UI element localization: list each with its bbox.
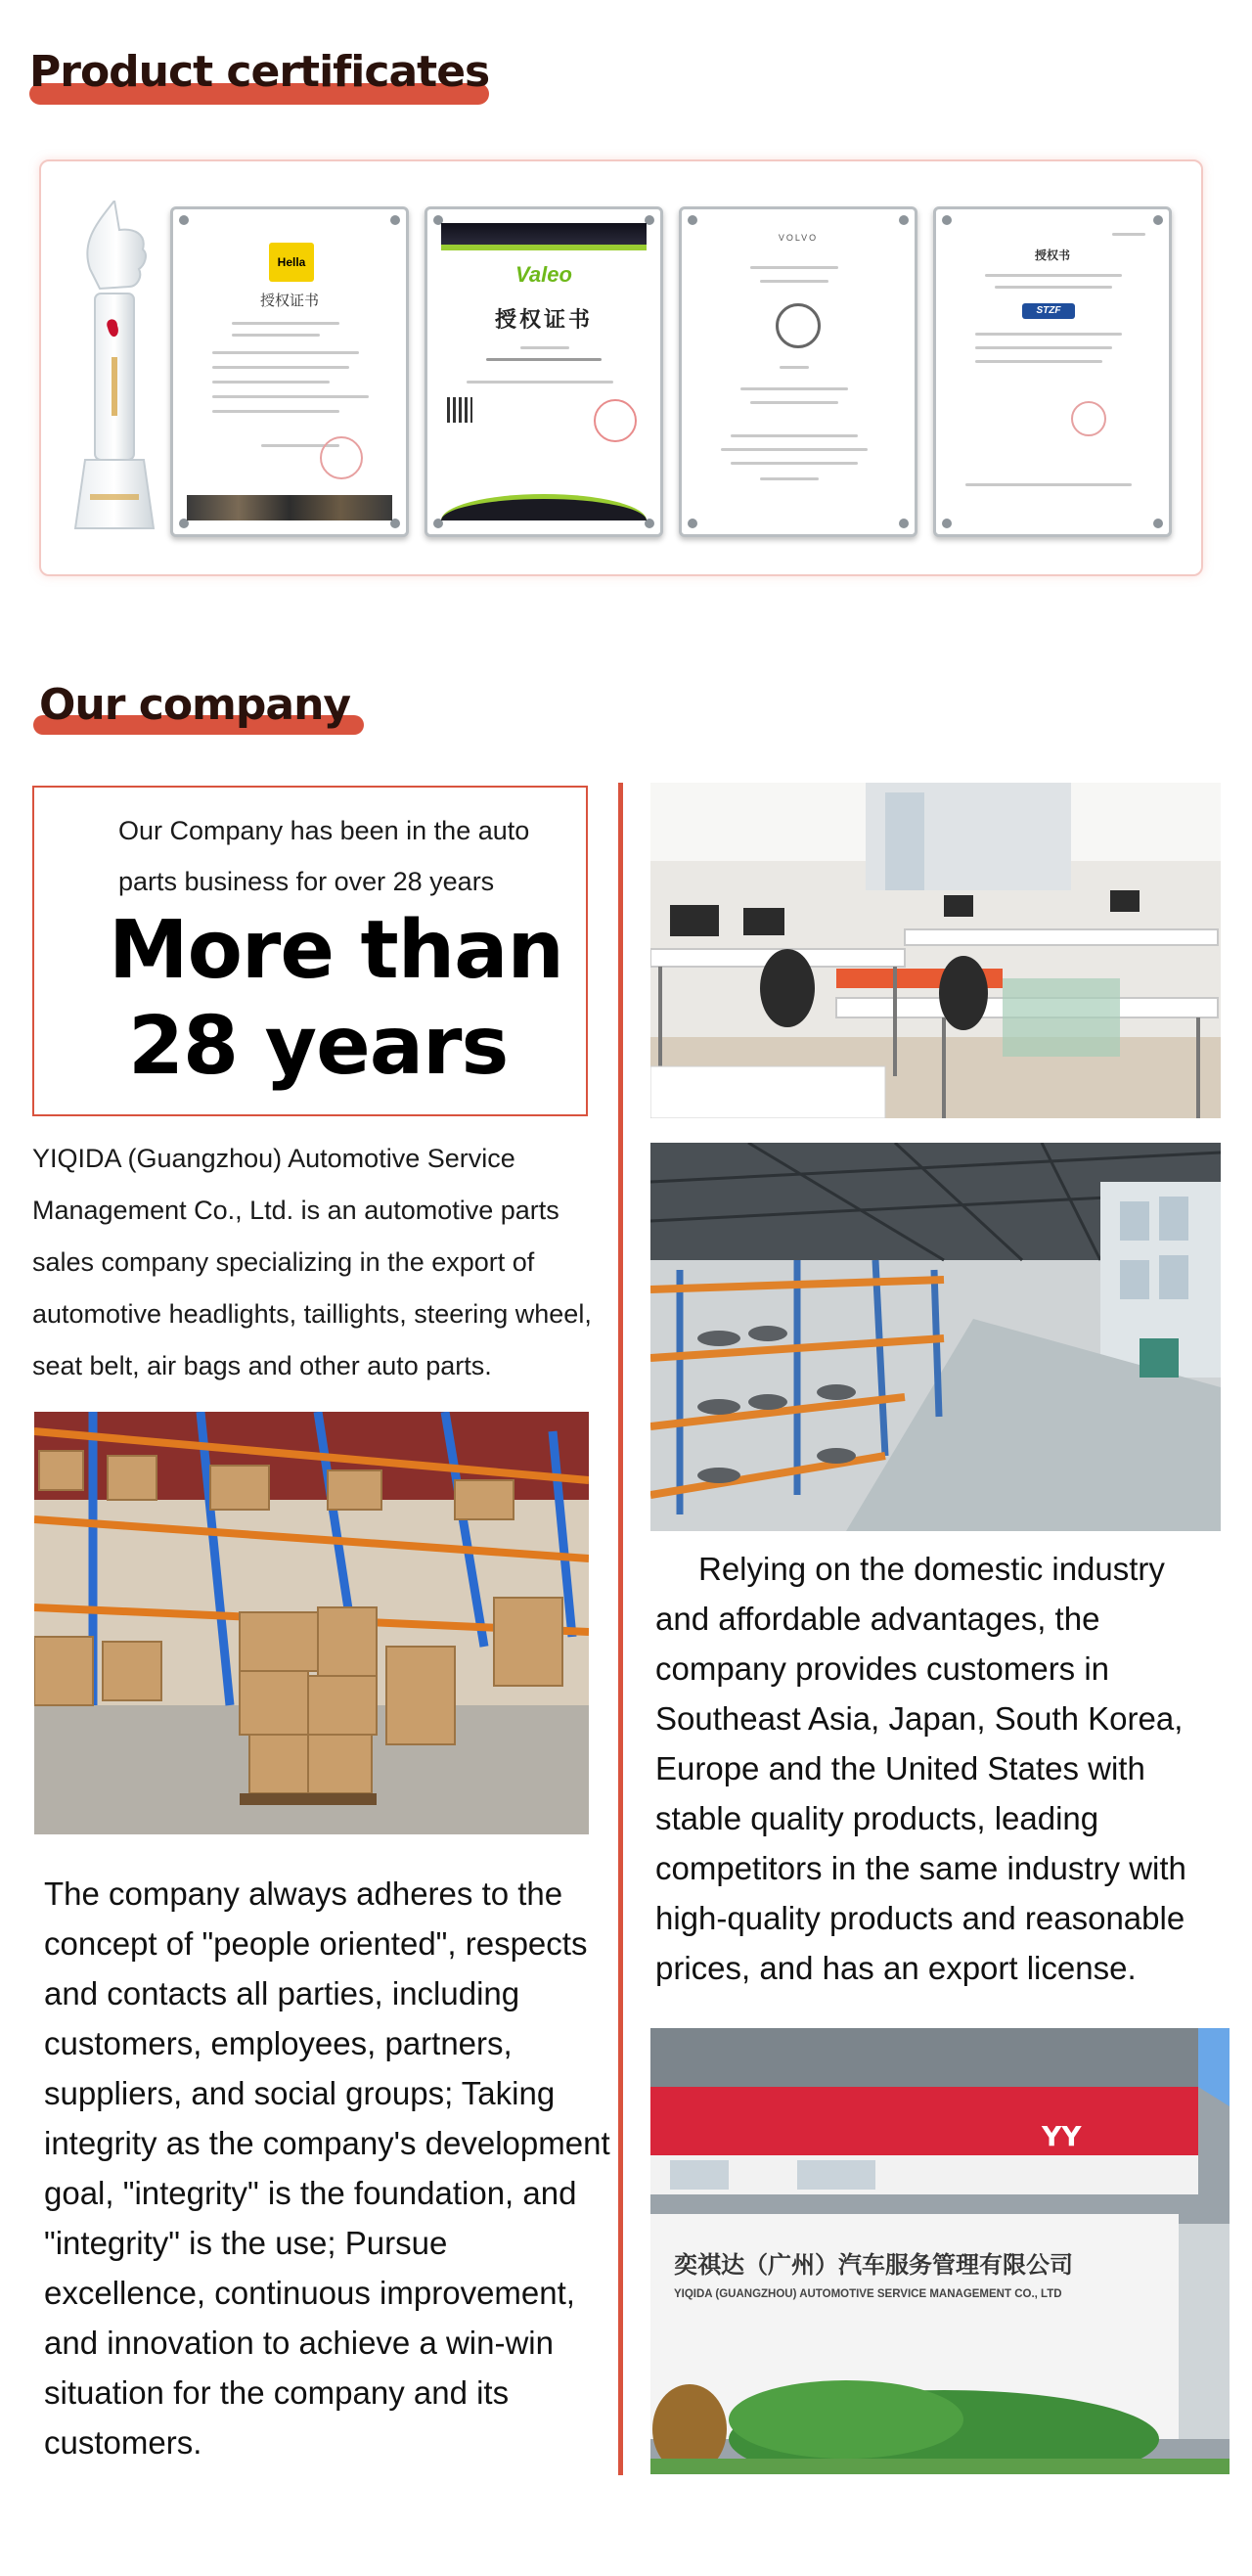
company-sign-en: YIQIDA (GUANGZHOU) AUTOMOTIVE SERVICE MANAGEMENT CO., LTD [674,2288,1062,2300]
vertical-divider [618,783,623,2475]
certificate-1-heading: 授权证书 [259,292,319,309]
volvo-wordmark: VOLVO [778,233,819,243]
trophy-image [61,201,158,533]
company-sign-cn: 奕祺达（广州）汽车服务管理有限公司 [674,2251,1073,2279]
warehouse-photo [34,1412,589,1834]
certificates-gallery [39,159,1203,576]
years-headline-line2: 28 years [128,1000,509,1093]
certificate-2 [425,206,663,537]
certificate-2-heading: 授权证书 [494,308,593,333]
export-description: Relying on the domestic industry and affordable advantages, the company provides customers in Southeast Asia, Japan, South Korea, Europe and the United States with stable quality products, leading competitors in the same industry with high-quality products and reasonable prices, and has an export license. [655,1551,1186,1986]
years-headline [109,903,563,1095]
hella-logo: Hella [269,243,314,282]
company-title: Our company [39,680,351,730]
company-building-photo [650,2028,1230,2474]
certificate-3 [679,206,917,537]
certificate-1 [170,206,409,537]
volvo-emblem [776,303,821,348]
years-highlight-box [32,786,588,1116]
company-description: YIQIDA (Guangzhou) Automotive Service Management Co., Ltd. is an automotive parts sales company specializing in the export of automotive headlights, taillights, steering wheel, seat belt, air bags and other auto parts. [32,1144,592,1380]
valeo-logo: Valeo [515,262,572,287]
certificate-4-heading: 授权书 [1034,249,1070,262]
years-headline-line1: More than [109,904,563,997]
svg-text:YY: YY [1042,2120,1082,2152]
years-intro-text: Our Company has been in the auto parts business for over 28 years [118,816,530,896]
company-philosophy: The company always adheres to the concept of "people oriented", respects and contacts all parties, including customers, employees, partners, suppliers, and social groups; Taking integrity as the company's development goal, "integrity" is the foundation, and "integrity" is the use; Pursue excellence, continuous improvement, and innovation to achieve a win-win situation for the company and its customers. [44,1876,610,2461]
office-photo [650,783,1221,1118]
certificate-4 [933,206,1172,537]
stzf-logo: STZF [1022,303,1075,319]
factory-photo [650,1143,1221,1531]
certificates-title: Product certificates [29,47,490,97]
